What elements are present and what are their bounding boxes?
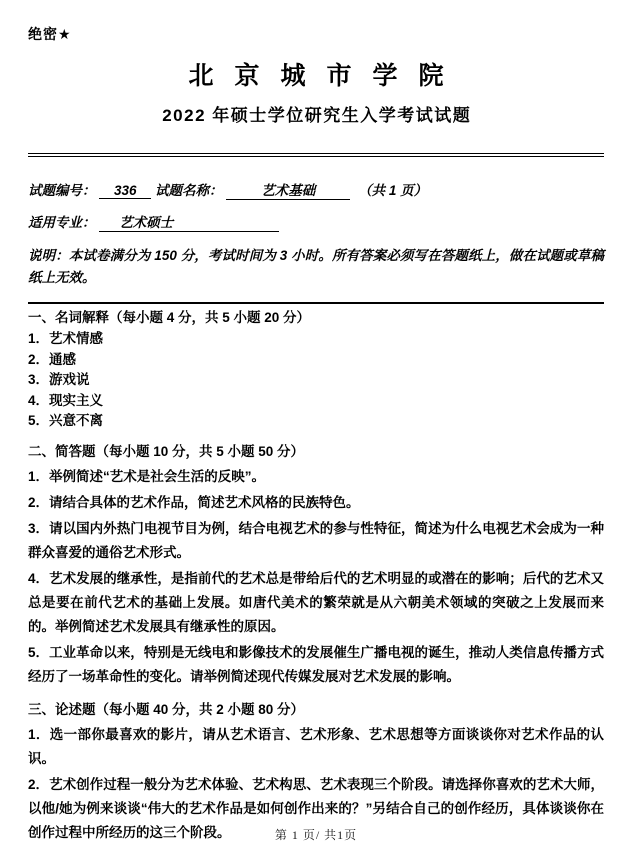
major-label: 适用专业：: [28, 215, 96, 230]
major-line: [28, 211, 604, 232]
question-item: 1．选一部你最喜欢的影片，请从艺术语言、艺术形象、艺术思想等方面谈谈你对艺术作品的认识。: [28, 726, 604, 766]
question-item: 2．通感: [28, 351, 77, 367]
section-essay-heading: 三、论述题（每小题 40 分，共 2 小题 80 分）: [28, 701, 305, 717]
double-rule-divider: [28, 153, 604, 157]
question-item: 1．举例简述“艺术是社会生活的反映”。: [28, 468, 266, 484]
paper-name-value: 艺术基础: [226, 179, 350, 200]
section-essay: [28, 699, 604, 845]
paper-number-line: [28, 179, 604, 200]
paper-number-label: 试题编号：: [28, 183, 96, 198]
section-divider-rule: [28, 302, 604, 304]
school-title: 北京城市学院: [188, 62, 465, 90]
question-item: 5．工业革命以来，特别是无线电和影像技术的发展催生广播电视的诞生，推动人类信息传播方式经历了一场革命性的变化。请举例简述现代传媒发展对艺术发展的影响。: [28, 644, 604, 684]
question-item: 5．兴意不离: [28, 413, 104, 429]
major-value: 艺术硕士: [99, 211, 279, 232]
paper-number-value: 336: [99, 183, 151, 199]
question-item: 1．艺术情感: [28, 331, 104, 346]
paper-name-label: 试题名称：: [155, 183, 223, 198]
question-item: 3．游戏说: [28, 372, 90, 388]
classification-label: 绝密★: [28, 26, 72, 42]
section-short-answer: [28, 441, 604, 689]
question-item: 4．艺术发展的继承性，是指前代的艺术总是带给后代的艺术明显的或潜在的影响；后代的艺术又总是要在前代艺术的基础上发展。如唐代美术的繁荣就是从六朝美术领域的突破之上发展而来的。举例简述艺术发展具有继承性的原因。: [28, 570, 604, 634]
section-terms: [28, 307, 604, 432]
paper-meta-block: [28, 179, 604, 289]
pages-note: （共 1 页）: [358, 183, 428, 198]
exam-title: 2022 年硕士学位研究生入学考试试题: [162, 106, 472, 125]
page-number-indicator: 第 1 页/ 共1页: [274, 828, 358, 842]
question-item: 4．现实主义: [28, 392, 104, 408]
question-item: 2．艺术创作过程一般分为艺术体验、艺术构思、艺术表现三个阶段。请选择你喜欢的艺术大师，以他/她为例来谈谈“伟大的艺术作品是如何创作出来的？”另结合自己的创作经历，具体谈谈你在创作过程中所经历的这三个阶段。: [28, 776, 604, 840]
section-terms-heading: 一、名词解释（每小题 4 分，共 5 小题 20 分）: [28, 310, 311, 325]
instructions-text: 说明：本试卷满分为 150 分，考试时间为 3 小时。所有答案必须写在答题纸上，做在试题或草稿纸上无效。: [28, 248, 604, 285]
section-short-answer-heading: 二、简答题（每小题 10 分，共 5 小题 50 分）: [28, 443, 305, 459]
question-item: 2．请结合具体的艺术作品，简述艺术风格的民族特色。: [28, 494, 360, 510]
question-item: 3．请以国内外热门电视节目为例，结合电视艺术的参与性特征，简述为什么电视艺术会成为一种群众喜爱的通俗艺术形式。: [28, 520, 604, 560]
